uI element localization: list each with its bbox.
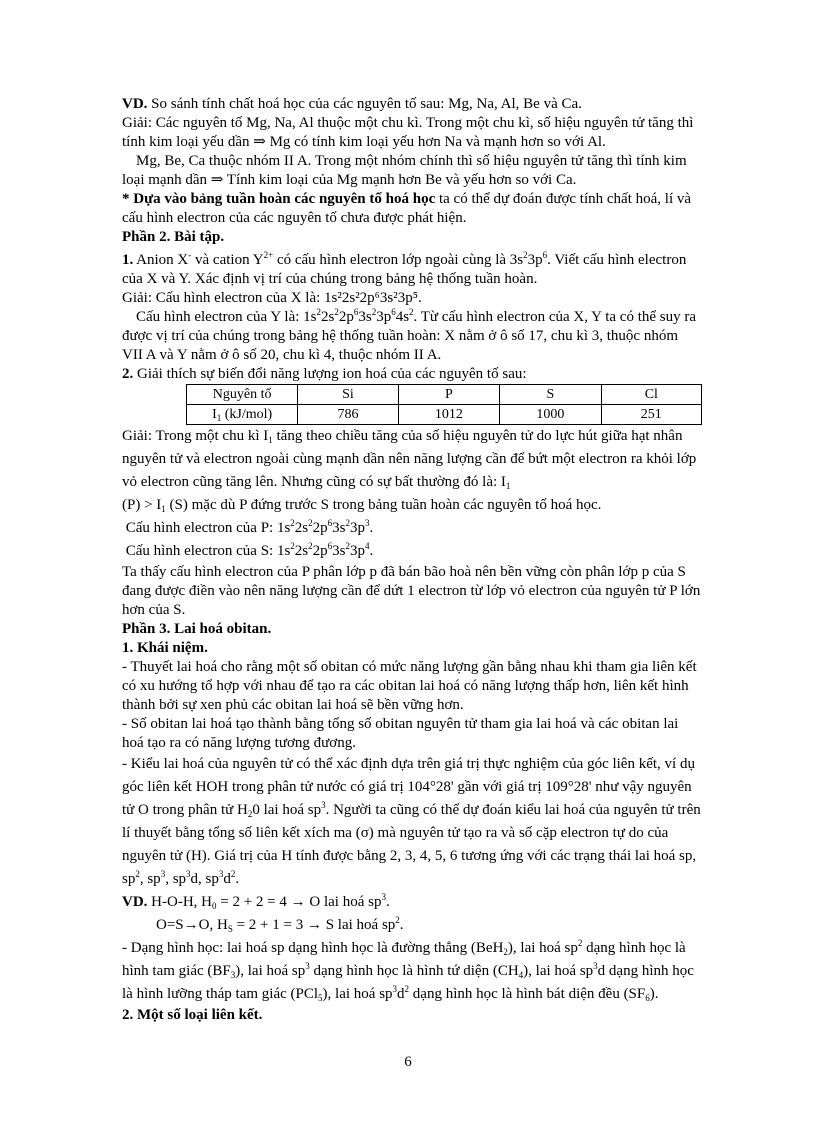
part3-heading: Phần 3. Lai hoá obitan. [122, 621, 272, 637]
ex2-question: 2. Giải thích sự biến đổi năng lượng ion hoá của các nguyên tố sau: [122, 366, 527, 382]
vd1-answer-1: Giải: Các nguyên tố Mg, Na, Al thuộc một chu kì. Trong một chu kì, số hiệu nguyên tử tăng thì tính kim loại yếu dần ⇒ Mg có tính kim loại yếu hơn Na và mạnh hơn so với Al. [122, 115, 694, 150]
part3-p3: - Kiểu lai hoá của nguyên tử có thể xác định dựa trên giá trị thực nghiệm của góc liên kết, ví dụ góc liên kết HOH trong phân tử nước có giá trị 104°28' gần với giá trị 109°28' như vậy nguyên tử O trong phân tử $H_20$ lai hoá $sp^3$. Người ta cũng có thể dự đoán kiểu lai hoá của nguyên tử trên lí thuyết bằng tổng số liên kết xích ma (σ) mà nguyên tử tạo ra và số cặp electron tự do của nguyên tử (H). Giá trị của H tính được bằng 2, 3, 4, 5, 6 tương ứng với các trạng thái lai hoá sp, $sp^2$, $sp^3$, $sp^3d$, $sp^3d^2$. [122, 756, 701, 887]
part3-shapes: - Dạng hình học: lai hoá sp dạng hình học là đường thẳng (BeH$_2$), lai hoá $sp^2$ dạng hình học là hình tam giác $(BF_3)$, lai hoá $sp^3$ dạng hình học là hình tứ diện $(CH_4)$, lai hoá $sp^3d$ dạng hình học là hình lưỡng tháp tam giác (PCl$_5$), lai hoá $sp^3d^2$ dạng hình học là hình bát diện đều $(SF_6)$. [122, 938, 694, 1003]
table-cell: $I_1$ (kJ/mol) [187, 405, 298, 425]
table-row [187, 385, 702, 405]
table-cell: 1012 [398, 405, 499, 425]
table-cell: P [398, 385, 499, 405]
part3-vd-line2: O=S→O, $H_S = 2 + 1 = 3 \to S$ lai hoá $sp^2$. [156, 915, 404, 934]
part3-p2: - Số obitan lai hoá tạo thành bằng tổng số obitan nguyên tử tham gia lai hoá và các obitan lai hoá tạo ra có năng lượng tương đương. [122, 716, 679, 751]
part3-vd-line1: VD. H-O-H, $H_0 = 2 + 2 = 4 \to O$ lai hoá $sp^3$. [122, 892, 390, 911]
vd1-answer-2: Mg, Be, Ca thuộc nhóm II A. Trong một nhóm chính thì số hiệu nguyên tử tăng thì tính kim loại mạnh dần ⇒ Tính kim loại của Mg mạnh hơn Be và yếu hơn so với Ca. [122, 153, 687, 188]
ionization-energy-table [186, 384, 702, 425]
part3-sub2: 2. Một số loại liên kết. [122, 1007, 263, 1023]
ex2-config-p: Cấu hình electron của P: $1s^22s^22p^63s^23p^3$. [125, 518, 374, 536]
part3-p1: - Thuyết lai hoá cho rằng một số obitan có mức năng lượng gần bằng nhau khi tham gia liên kết có xu hướng tổ hợp với nhau để tạo ra các obitan lai hoá có năng lượng thấp hơn, liên kết hình thành bởi sự xen phủ các obitan lai hoá sẽ bền vững hơn. [122, 659, 697, 713]
vd1-question: VD. So sánh tính chất hoá học của các nguyên tố sau: Mg, Na, Al, Be và Ca. [122, 96, 582, 112]
ex2-config-s: Cấu hình electron của S: $1s^22s^22p^63s^23p^4$. [125, 541, 374, 559]
ex1-answer-x: Giải: Cấu hình electron của X là: 1s²2s²2p⁶3s²3p⁵. [122, 290, 422, 306]
part3-sub1: 1. Khái niệm. [122, 640, 208, 656]
part2-heading: Phần 2. Bài tập. [122, 229, 225, 245]
table-cell: Cl [601, 385, 701, 405]
table-row [187, 405, 702, 425]
page-content [122, 95, 702, 1025]
ex2-conclusion: Ta thấy cấu hình electron của P phân lớp p đã bán bão hoà nên bền vững còn phân lớp p của S đang được điền vào nên năng lượng cần để dứt 1 electron từ lớp vỏ electron của nguyên tử P lớn hơn của S. [122, 564, 701, 618]
table-cell: 786 [298, 405, 398, 425]
ex1-answer-y: Cấu hình electron của Y là: $1s^22s^22p^63s^23p^64s^2$. Từ cấu hình electron của X, Y ta có thể suy ra được vị trí của chúng trong bảng hệ thống tuần hoàn: X nằm ở ô số 17, chu kì 3, thuộc nhóm VII A và Y nằm ở ô số 20, chu kì 4, thuộc nhóm II A. [122, 307, 697, 363]
ex1-question: 1. Anion X- và cation $Y^{2+}$ có cấu hình electron lớp ngoài cùng là $3s^23p^6$. Viết cấu hình electron của X và Y. Xác định vị trí của chúng trong bảng hệ thống tuần hoàn. [122, 250, 687, 287]
table-cell: S [500, 385, 601, 405]
page-number: 6 [404, 1054, 412, 1070]
table-cell: Si [298, 385, 398, 405]
table-cell: 1000 [500, 405, 601, 425]
vd1-note: * Dựa vào bảng tuần hoàn các nguyên tố hoá học ta có thể dự đoán được tính chất hoá, lí và cấu hình electron của các nguyên tố chưa được phát hiện. [122, 191, 692, 226]
table-cell: Nguyên tố [187, 385, 298, 405]
ex2-answer: Giải: Trong một chu kì $I_1$ tăng theo chiều tăng của số hiệu nguyên tử do lực hút giữa hạt nhân nguyên tử và electron ngoài cùng mạnh dần nên năng lượng cần để bứt một electron ra khỏi lớp vỏ electron cũng tăng lên. Nhưng cũng có sự bất thường đó là: $I_1$ $(P) > I_1$ (S) mặc dù P đứng trước S trong bảng tuần hoàn các nguyên tố hoá học. [122, 428, 697, 514]
table-cell: 251 [601, 405, 701, 425]
